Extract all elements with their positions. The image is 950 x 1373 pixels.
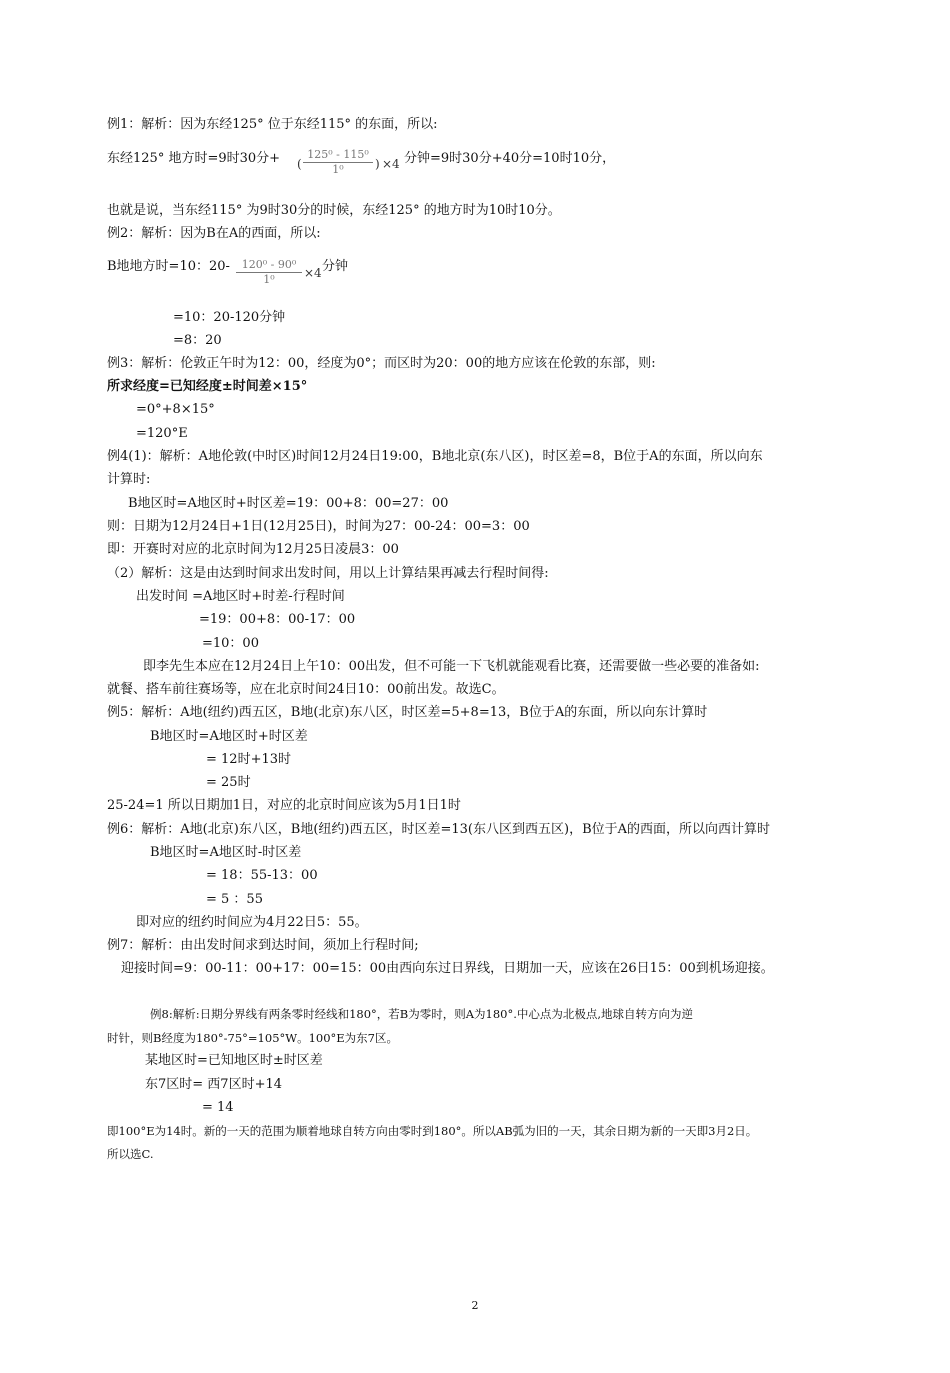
example-2-step-1: =10：20-120分钟 (173, 310, 286, 325)
page-number: 2 (471, 1299, 479, 1312)
example-6-formula: B地区时=A地区时-时区差 (150, 845, 302, 860)
example-6-heading: 例6：解析：A地(北京)东八区，B地(纽约)西五区，时区差=13(东八区到西五区)，B位于A的西面，所以向西计算时 (107, 822, 771, 837)
example-3-step-1: =0°+8×15° (136, 402, 215, 417)
example-6-step-2: = 5 ：55 (206, 892, 263, 907)
example-7-step: 迎接时间=9：00-11：00+17：00=15：00由西向东过日界线，日期加一天，应该在26日15：00到机场迎接。 (121, 961, 774, 976)
example-4-part-2-note: 即李先生本应在12月24日上午10：00出发，但不可能一下飞机就能观看比赛，还需要做一些必要的准备如: (143, 659, 760, 674)
times-four: ×4 (382, 157, 400, 171)
example-2-formula-right: 分钟 (322, 259, 349, 274)
example-8-step-1: 东7区时= 西7区时+14 (145, 1077, 283, 1092)
example-2-step-2: =8：20 (173, 333, 222, 348)
example-5-conclusion: 25-24=1 所以日期加1日，对应的北京时间应该为5月1日1时 (107, 798, 461, 813)
times-four: ×4 (304, 266, 322, 280)
fraction-denominator: 1⁰ (263, 273, 275, 286)
example-4-step-3: 即：开赛时对应的北京时间为12月25日凌晨3：00 (107, 542, 399, 557)
example-2-heading: 例2：解析：因为B在A的西面，所以: (107, 226, 321, 241)
example-5-formula: B地区时=A地区时+时区差 (150, 729, 308, 744)
fraction-numerator: 120⁰ - 90⁰ (241, 258, 297, 271)
example-4-heading-cont: 计算时: (107, 472, 151, 487)
example-5-heading: 例5：解析：A地(纽约)西五区，B地(北京)东八区，时区差=5+8=13，B位于A的东面，所以向东计算时 (107, 705, 708, 720)
example-8-heading: 例8:解析:日期分界线有两条零时经线和180°，若B为零时，则A为180°.中心点为北极点,地球自转方向为逆 (150, 1007, 694, 1021)
example-1-heading: 例1：解析：因为东经125° 位于东经115° 的东面，所以: (107, 117, 438, 132)
open-paren: ( (297, 157, 302, 171)
fraction-numerator: 125⁰ - 115⁰ (307, 148, 369, 161)
example-5-step-1: = 12时+13时 (206, 752, 292, 767)
example-8-conclusion: 即100°E为14时。新的一天的范围为顺着地球自转方向由零时到180°。所以AB弧为旧的一天，其余日期为新的一天即3月2日。 (107, 1124, 758, 1138)
example-5-step-2: = 25时 (206, 775, 251, 790)
fraction-125-115 (303, 148, 373, 177)
example-4-heading: 例4(1)：解析：A地伦敦(中时区)时间12月24日19:00，B地北京(东八区)，时区差=8，B位于A的东面，所以向东 (107, 449, 763, 464)
example-3-step-2: =120°E (136, 426, 188, 441)
example-4-part-2-heading: （2）解析：这是由达到时间求出发时间，用以上计算结果再减去行程时间得: (107, 566, 549, 581)
example-8-formula: 某地区时=已知地区时±时区差 (145, 1053, 323, 1068)
example-3-heading: 例3：解析：伦敦正午时为12：00，经度为0°；而区时为20：00的地方应该在伦敦的东部，则: (107, 356, 656, 371)
example-3-formula: 所求经度=已知经度±时间差×15° (107, 379, 308, 394)
example-1-conclusion: 也就是说，当东经115° 为9时30分的时候，东经125° 的地方时为10时10分。 (107, 203, 561, 218)
example-8-answer: 所以选C. (107, 1147, 154, 1161)
example-6-step-1: = 18：55-13：00 (206, 868, 318, 883)
example-8-step-2: = 14 (202, 1100, 234, 1115)
example-8-heading-cont: 时针，则B经度为180°-75°=105°W。100°E为东7区。 (107, 1031, 398, 1045)
example-1-formula-right: 分钟=9时30分+40分=10时10分， (404, 151, 616, 166)
example-4-part-2-step-2: =10：00 (202, 636, 259, 651)
example-4-part-2-note-cont: 就餐、搭车前往赛场等，应在北京时间24日10：00前出发。故选C。 (107, 682, 505, 697)
fraction-120-90 (236, 258, 302, 287)
example-4-step-1: B地区时=A地区时+时区差=19：00+8：00=27：00 (128, 496, 449, 511)
fraction-denominator: 1⁰ (332, 163, 344, 176)
example-4-step-2: 则：日期为12月24日+1日(12月25日)，时间为27：00-24：00=3：00 (107, 519, 530, 534)
example-6-conclusion: 即对应的纽约时间应为4月22日5：55。 (136, 915, 368, 930)
example-7-heading: 例7：解析：由出发时间求到达时间，须加上行程时间; (107, 938, 419, 953)
example-4-part-2-formula: 出发时间 =A地区时+时差-行程时间 (136, 589, 345, 604)
example-4-part-2-step-1: =19：00+8：00-17：00 (199, 612, 356, 627)
example-2-formula-left: B地地方时=10：20- (107, 259, 230, 274)
close-paren: ) (375, 157, 380, 171)
example-1-formula-left: 东经125° 地方时=9时30分+ (107, 151, 281, 166)
